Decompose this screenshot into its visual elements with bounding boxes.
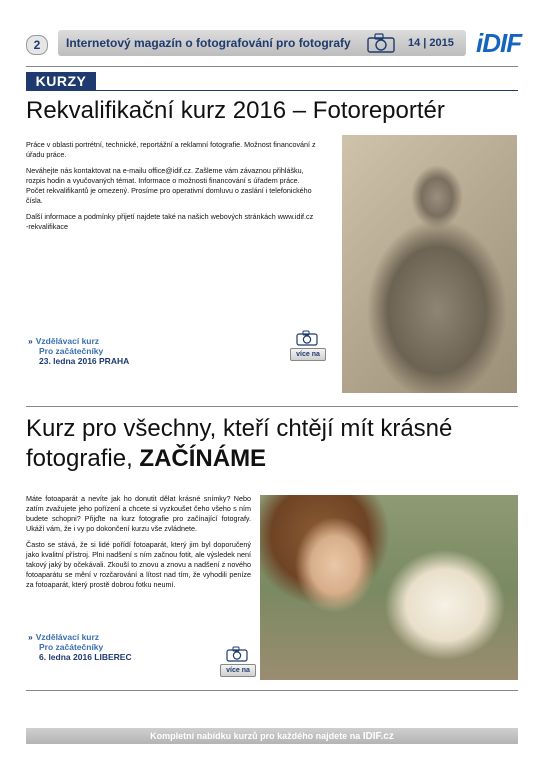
- footer-text: [26, 728, 518, 745]
- section-tag: KURZY: [26, 72, 96, 90]
- course-date: 23. ledna 2016 PRAHA: [39, 356, 130, 366]
- course-type: Vzdělávací kurz: [35, 632, 100, 642]
- paragraph: Práce v oblasti portrétní, technické, reportážní a reklamní fotografie. Možnost financování z úřadu práce.: [26, 140, 316, 159]
- issue-number: 14 | 2015: [408, 37, 454, 49]
- magazine-title: Internetový magazín o fotografování pro fotografy: [66, 36, 351, 50]
- paragraph: Často se stává, že si lidé pořídí fotoaparát, který jim byl doporučený jako kvalitní přístroj. Plni nadšení s ním začnou fotit, ale výsledek není takový jaký by očekávali. Zkouší to znovu a znovu a nadšení z nového fotoaparátu se mění v rozčarování a lítost nad tím, že vyhodili peníze za fotoaparát, který prostě dobrou fotku neumí.: [26, 540, 251, 589]
- idif-logo[interactable]: iDIF: [476, 28, 522, 58]
- title-line: fotografie,: [26, 445, 140, 472]
- more-info: [290, 330, 324, 361]
- paragraph: Máte fotoaparát a nevíte jak ho donutit dělat krásné snímky? Nebo zatím zvažujete jeho pořízení a chcete si vyzkoušet čeho všeho s ním budete schopni? Přijďte na kurz fotografie pro začínající fotografy. Ukáží vám, že i vy po dokončení kurzu vše zvládnete.: [26, 494, 251, 533]
- more-info: [220, 646, 254, 677]
- title-emphasis: ZAČÍNÁME: [139, 445, 267, 472]
- article-photo-girl-puppy: [260, 495, 518, 680]
- camera-icon: [296, 330, 318, 346]
- course-type: Vzdělávací kurz: [35, 336, 100, 346]
- article-divider: [26, 406, 518, 407]
- paragraph: Další informace a podmínky přijetí najdete také na našich webových stránkách www.idif.cz -rekvalifikace: [26, 212, 314, 231]
- more-button[interactable]: více na: [220, 664, 256, 677]
- course-info: [28, 336, 129, 366]
- article-body: [26, 494, 251, 596]
- article-photo-bodypaint: [342, 135, 517, 393]
- course-level: Pro začátečníky: [39, 346, 104, 356]
- camera-icon: [366, 32, 396, 54]
- course-level: Pro začátečníky: [39, 642, 104, 652]
- arrow-icon: »: [28, 632, 33, 642]
- section-divider: [26, 90, 518, 91]
- course-date: 6. ledna 2016 LIBEREC: [39, 652, 132, 662]
- article-title: Rekvalifikační kurz 2016 – Fotoreportér: [26, 97, 445, 124]
- title-line: Kurz pro všechny, kteří chtějí mít krásné: [26, 415, 453, 442]
- arrow-icon: »: [28, 336, 33, 346]
- header-divider: [26, 66, 518, 67]
- course-info: [28, 632, 132, 662]
- footer-link[interactable]: IDIF.cz: [362, 731, 394, 742]
- paragraph: Neváhejte nás kontaktovat na e-mailu office@idif.cz. Zašleme vám závaznou přihlášku, rozpis hodin a vyučovaných témat. Informace o možnosti financování s úřadem práce. Počet rekvalifikantů je omezený. Prosíme pro operativní domluvu o zaslání i telefonického čísla.: [26, 166, 312, 205]
- article-title: [26, 414, 452, 474]
- article-body: [26, 140, 316, 238]
- camera-icon: [226, 646, 248, 662]
- footer-label: Kompletní nabídku kurzů pro každého najdete na: [150, 731, 363, 741]
- more-button[interactable]: více na: [290, 348, 326, 361]
- footer-bar: [26, 728, 518, 744]
- page-number: 2: [26, 35, 48, 55]
- article-divider: [26, 690, 518, 691]
